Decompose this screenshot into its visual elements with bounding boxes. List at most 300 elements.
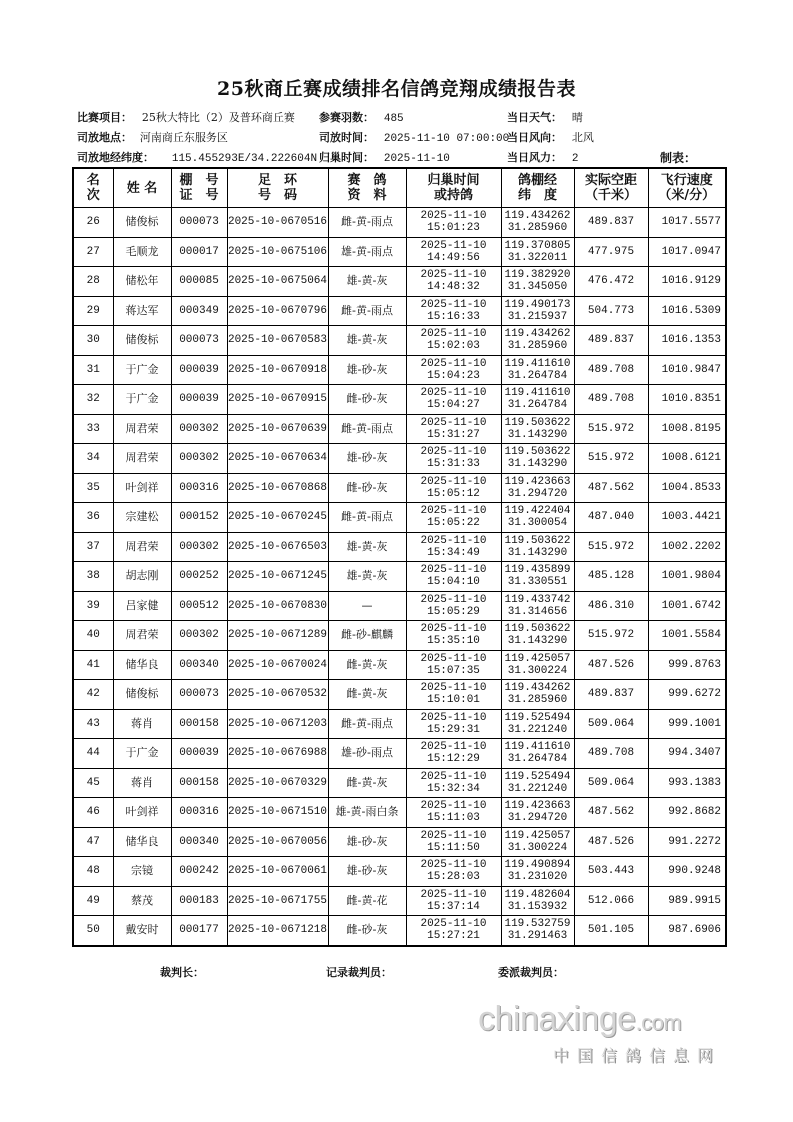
pigeon-info-cell: 雌-砂-灰: [328, 473, 406, 503]
return-time-cell-time: 15:34:49: [427, 546, 480, 559]
ring-cell: 2025-10-0675064: [227, 267, 328, 297]
header-loft-line: 棚 号: [179, 173, 219, 188]
ring-cell: 2025-10-0671203: [227, 709, 328, 739]
speed-cell: 999.6272: [648, 680, 726, 710]
speed-cell: 1017.0947: [648, 237, 726, 267]
pigeon-info-cell: 雄-砂-灰: [328, 444, 406, 474]
coord-cell-lon: 119.425057: [504, 829, 571, 842]
distance-cell: 509.064: [574, 768, 648, 798]
rank-cell: 40: [73, 621, 113, 651]
speed-cell: 990.9248: [648, 857, 726, 887]
coord-cell-lon: 119.503622: [504, 446, 571, 459]
return-time-cell-date: 2025-11-10: [420, 446, 487, 459]
ring-cell: 2025-10-0670061: [227, 857, 328, 887]
wind-direction-value: 北风: [571, 131, 594, 144]
distance-cell: 487.040: [574, 503, 648, 533]
name-cell: 蒋肖: [113, 709, 171, 739]
distance-cell: 515.972: [574, 532, 648, 562]
return-time-cell: [406, 709, 501, 739]
return-time-cell: [406, 503, 501, 533]
return-time-cell-time: 15:12:29: [427, 753, 480, 766]
loft-cell: 000512: [171, 591, 227, 621]
coord-cell-lat: 31.285960: [507, 222, 568, 235]
ring-cell: 2025-10-0670868: [227, 473, 328, 503]
loft-cell: 000158: [171, 709, 227, 739]
name-cell: 宗镜: [113, 857, 171, 887]
name-cell: 蔡茂: [113, 886, 171, 916]
return-time-cell-time: 15:01:23: [427, 222, 480, 235]
distance-cell: 487.526: [574, 650, 648, 680]
table-row: [73, 532, 726, 562]
loft-cell: 000252: [171, 562, 227, 592]
coord-cell-lat: 31.294720: [507, 487, 568, 500]
race-value: 25秋大特比（2）及普环商丘赛: [141, 111, 295, 124]
rank-cell: 41: [73, 650, 113, 680]
pigeon-info-cell: 雌-黄-雨点: [328, 296, 406, 326]
header-info: [328, 168, 406, 208]
rank-cell: 27: [73, 237, 113, 267]
coord-cell: [501, 650, 574, 680]
coord-cell: [501, 414, 574, 444]
wind-direction-label: 当日风向：: [507, 131, 562, 144]
pigeon-info-cell: 雌-黄-雨点: [328, 414, 406, 444]
distance-cell: 487.526: [574, 827, 648, 857]
rank-cell: 29: [73, 296, 113, 326]
coord-cell-lat: 31.215937: [507, 310, 568, 323]
loft-cell: 000316: [171, 473, 227, 503]
table-row: [73, 208, 726, 238]
rank-cell: 45: [73, 768, 113, 798]
release-coord-value: 115.455293E/34.222604N: [171, 153, 318, 165]
speed-cell: 987.6906: [648, 916, 726, 946]
meta-release-coord: [77, 149, 317, 165]
return-time-cell-time: 15:16:33: [427, 310, 480, 323]
ring-cell: 2025-10-0670329: [227, 768, 328, 798]
return-time-cell-date: 2025-11-10: [420, 623, 487, 636]
rank-cell: 42: [73, 680, 113, 710]
distance-cell: 487.562: [574, 798, 648, 828]
return-time-cell-date: 2025-11-10: [420, 387, 487, 400]
meta-wind-direction: [507, 129, 594, 145]
coord-cell-lat: 31.294720: [507, 812, 568, 825]
distance-cell: 487.562: [574, 473, 648, 503]
meta-release-time: [319, 129, 509, 145]
rank-cell: 31: [73, 355, 113, 385]
table-row: [73, 591, 726, 621]
speed-cell: 1008.8195: [648, 414, 726, 444]
coord-cell-lat: 31.231020: [507, 871, 568, 884]
rank-cell: 34: [73, 444, 113, 474]
rank-cell: 30: [73, 326, 113, 356]
return-time-cell-date: 2025-11-10: [420, 564, 487, 577]
coord-cell: [501, 296, 574, 326]
pigeon-info-cell: 雄-砂-雨点: [328, 739, 406, 769]
distance-cell: 501.105: [574, 916, 648, 946]
header-rank: [73, 168, 113, 208]
pigeon-info-cell: 雄-黄-灰: [328, 532, 406, 562]
return-time-cell-date: 2025-11-10: [420, 918, 487, 931]
return-time-cell-time: 15:11:03: [427, 812, 480, 825]
rank-cell: 50: [73, 916, 113, 946]
pigeon-info-cell: 雌-黄-灰: [328, 650, 406, 680]
ring-cell: 2025-10-0670634: [227, 444, 328, 474]
ring-cell: 2025-10-0671218: [227, 916, 328, 946]
speed-cell: 1004.8533: [648, 473, 726, 503]
coord-cell: [501, 709, 574, 739]
meta-weather: [507, 109, 583, 125]
return-time-cell: [406, 385, 501, 415]
coord-cell-lat: 31.143290: [507, 635, 568, 648]
return-time-cell: [406, 414, 501, 444]
return-time-cell: [406, 650, 501, 680]
return-time-cell-time: 15:31:33: [427, 458, 480, 471]
return-time-cell-time: 15:04:23: [427, 369, 480, 382]
coord-cell-lat: 31.300054: [507, 517, 568, 530]
ring-cell: 2025-10-0671510: [227, 798, 328, 828]
return-time-cell-time: 15:37:14: [427, 900, 480, 913]
return-time-cell-time: 15:28:03: [427, 871, 480, 884]
header-ring: [227, 168, 328, 208]
return-time-cell-time: 15:05:22: [427, 517, 480, 530]
name-cell: 戴安时: [113, 916, 171, 946]
coord-cell-lon: 119.411610: [504, 741, 571, 754]
loft-cell: 000073: [171, 208, 227, 238]
loft-cell: 000316: [171, 798, 227, 828]
header-return-line: 归巢时间: [427, 173, 480, 188]
return-time-cell: [406, 768, 501, 798]
table-row: [73, 680, 726, 710]
name-cell: 储俊标: [113, 680, 171, 710]
coord-cell-lat: 31.264784: [507, 753, 568, 766]
distance-cell: 476.472: [574, 267, 648, 297]
name-cell: 蒋达军: [113, 296, 171, 326]
distance-cell: 489.837: [574, 208, 648, 238]
rank-cell: 39: [73, 591, 113, 621]
ring-cell: 2025-10-0676988: [227, 739, 328, 769]
name-cell: 周君荣: [113, 444, 171, 474]
pigeon-info-cell: 雌-黄-雨点: [328, 709, 406, 739]
ring-cell: 2025-10-0671289: [227, 621, 328, 651]
header-ring-line: 号 码: [257, 188, 297, 203]
pigeon-info-cell: 雄-黄-雨白条: [328, 798, 406, 828]
name-cell: 储华良: [113, 650, 171, 680]
pigeon-info-cell: —: [328, 591, 406, 621]
ring-cell: 2025-10-0675106: [227, 237, 328, 267]
speed-cell: 1010.8351: [648, 385, 726, 415]
entries-value: 485: [383, 113, 404, 125]
header-coord-line: 鸽棚经: [517, 173, 557, 188]
speed-cell: 999.1001: [648, 709, 726, 739]
name-cell: 于广金: [113, 355, 171, 385]
coord-cell-lon: 119.490173: [504, 298, 571, 311]
maker-label: 制表：: [660, 151, 697, 165]
coord-cell: [501, 768, 574, 798]
pigeon-info-cell: 雌-砂-麒麟: [328, 621, 406, 651]
pigeon-info-cell: 雌-黄-花: [328, 886, 406, 916]
ring-cell: 2025-10-0670024: [227, 650, 328, 680]
speed-cell: 1016.9129: [648, 267, 726, 297]
distance-cell: 509.064: [574, 709, 648, 739]
loft-cell: 000349: [171, 296, 227, 326]
return-time-cell-date: 2025-11-10: [420, 859, 487, 872]
name-cell: 储俊标: [113, 326, 171, 356]
coord-cell-lon: 119.525494: [504, 770, 571, 783]
release-coord-label: 司放地经纬度：: [77, 151, 154, 164]
table-row: [73, 798, 726, 828]
table-header-row: [73, 168, 726, 208]
return-time-cell: [406, 562, 501, 592]
assigned-judge-label: 委派裁判员：: [498, 966, 564, 979]
coord-cell-lon: 119.411610: [504, 357, 571, 370]
rank-cell: 46: [73, 798, 113, 828]
table-row: [73, 473, 726, 503]
name-cell: 胡志刚: [113, 562, 171, 592]
coord-cell-lat: 31.285960: [507, 694, 568, 707]
coord-cell-lon: 119.525494: [504, 711, 571, 724]
coord-cell-lat: 31.264784: [507, 399, 568, 412]
coord-cell-lat: 31.314656: [507, 605, 568, 618]
coord-cell-lon: 119.434262: [504, 328, 571, 341]
table-row: [73, 326, 726, 356]
ring-cell: 2025-10-0676503: [227, 532, 328, 562]
table-row: [73, 355, 726, 385]
rank-cell: 44: [73, 739, 113, 769]
return-time-cell-time: 14:49:56: [427, 251, 480, 264]
loft-cell: 000302: [171, 444, 227, 474]
coord-cell: [501, 532, 574, 562]
results-table: [72, 167, 727, 947]
meta-entries: [319, 109, 404, 125]
loft-cell: 000039: [171, 385, 227, 415]
pigeon-info-cell: 雌-黄-雨点: [328, 503, 406, 533]
table-row: [73, 444, 726, 474]
return-time-cell-date: 2025-11-10: [420, 652, 487, 665]
return-time-cell: [406, 473, 501, 503]
coord-cell-lon: 119.433742: [504, 593, 571, 606]
return-time-cell-time: 15:05:29: [427, 605, 480, 618]
meta-release-place: [77, 129, 228, 145]
distance-cell: 503.443: [574, 857, 648, 887]
coord-cell: [501, 621, 574, 651]
name-cell: 储华良: [113, 827, 171, 857]
return-time-cell: [406, 886, 501, 916]
pigeon-info-cell: 雌-黄-灰: [328, 680, 406, 710]
coord-cell: [501, 916, 574, 946]
wind-force-label: 当日风力：: [507, 151, 562, 164]
loft-cell: 000073: [171, 680, 227, 710]
wind-force-value: 2: [571, 153, 579, 165]
rank-cell: 47: [73, 827, 113, 857]
pigeon-info-cell: 雄-砂-灰: [328, 857, 406, 887]
return-time-cell-time: 15:32:34: [427, 782, 480, 795]
return-time-cell-date: 2025-11-10: [420, 328, 487, 341]
coord-cell-lon: 119.370805: [504, 239, 571, 252]
coord-cell: [501, 267, 574, 297]
header-rank-line: 次: [86, 188, 100, 203]
meta-race: [77, 109, 295, 125]
pigeon-info-cell: 雄-黄-灰: [328, 562, 406, 592]
rank-cell: 43: [73, 709, 113, 739]
table-row: [73, 237, 726, 267]
return-time-value: 2025-11-10: [383, 153, 450, 165]
distance-cell: 489.837: [574, 326, 648, 356]
rank-cell: 28: [73, 267, 113, 297]
distance-cell: 489.837: [574, 680, 648, 710]
return-time-cell-date: 2025-11-10: [420, 593, 487, 606]
name-cell: 蒋肖: [113, 768, 171, 798]
speed-cell: 1010.9847: [648, 355, 726, 385]
rank-cell: 36: [73, 503, 113, 533]
meta-return-time: [319, 149, 450, 165]
table-row: [73, 739, 726, 769]
table-row: [73, 267, 726, 297]
return-time-cell-date: 2025-11-10: [420, 505, 487, 518]
return-time-cell-date: 2025-11-10: [420, 475, 487, 488]
coord-cell: [501, 208, 574, 238]
return-time-cell-time: 15:27:21: [427, 930, 480, 943]
name-cell: 毛顺龙: [113, 237, 171, 267]
coord-cell: [501, 562, 574, 592]
return-time-cell: [406, 326, 501, 356]
header-return-line: 或持鸽: [433, 188, 473, 203]
pigeon-info-cell: 雌-黄-雨点: [328, 208, 406, 238]
return-time-cell-date: 2025-11-10: [420, 534, 487, 547]
name-cell: 宗建松: [113, 503, 171, 533]
speed-cell: 1002.2202: [648, 532, 726, 562]
return-time-cell-time: 15:07:35: [427, 664, 480, 677]
rank-cell: 32: [73, 385, 113, 415]
ring-cell: 2025-10-0670918: [227, 355, 328, 385]
header-name: [113, 168, 171, 208]
name-cell: 储松年: [113, 267, 171, 297]
watermark-domain: [478, 1000, 681, 1039]
header-distance: [574, 168, 648, 208]
speed-cell: 1001.9804: [648, 562, 726, 592]
coord-cell-lon: 119.423663: [504, 475, 571, 488]
return-time-cell-date: 2025-11-10: [420, 800, 487, 813]
return-time-cell: [406, 355, 501, 385]
pigeon-info-cell: 雄-砂-灰: [328, 355, 406, 385]
table-row: [73, 562, 726, 592]
loft-cell: 000183: [171, 886, 227, 916]
return-time-cell-time: 15:31:27: [427, 428, 480, 441]
return-time-cell-date: 2025-11-10: [420, 829, 487, 842]
table-row: [73, 827, 726, 857]
header-speed-line: 飞行速度: [660, 173, 713, 188]
loft-cell: 000340: [171, 650, 227, 680]
coord-cell-lat: 31.291463: [507, 930, 568, 943]
chief-judge-label: 裁判长：: [160, 966, 204, 979]
speed-cell: 991.2272: [648, 827, 726, 857]
coord-cell-lat: 31.153932: [507, 900, 568, 913]
return-time-cell: [406, 267, 501, 297]
watermark-site-name: 中国信鸽信息网: [553, 1046, 722, 1065]
coord-cell: [501, 857, 574, 887]
header-loft-line: 证 号: [179, 188, 219, 203]
coord-cell-lon: 119.434262: [504, 682, 571, 695]
return-time-cell: [406, 827, 501, 857]
return-time-cell-date: 2025-11-10: [420, 741, 487, 754]
header-loft: [171, 168, 227, 208]
loft-cell: 000085: [171, 267, 227, 297]
loft-cell: 000302: [171, 621, 227, 651]
speed-cell: 993.1383: [648, 768, 726, 798]
header-speed-line: （米/分）: [658, 188, 716, 203]
loft-cell: 000152: [171, 503, 227, 533]
header-distance-line: （千米）: [584, 188, 637, 203]
loft-cell: 000340: [171, 827, 227, 857]
ring-cell: 2025-10-0670639: [227, 414, 328, 444]
coord-cell-lon: 119.490894: [504, 859, 571, 872]
speed-cell: 1003.4421: [648, 503, 726, 533]
coord-cell-lon: 119.503622: [504, 623, 571, 636]
distance-cell: 486.310: [574, 591, 648, 621]
distance-cell: 504.773: [574, 296, 648, 326]
return-time-cell-date: 2025-11-10: [420, 416, 487, 429]
return-time-cell: [406, 739, 501, 769]
coord-cell: [501, 385, 574, 415]
name-cell: 吕家健: [113, 591, 171, 621]
pigeon-info-cell: 雄-黄-雨点: [328, 237, 406, 267]
coord-cell-lat: 31.143290: [507, 546, 568, 559]
header-info-line: 赛 鸽: [347, 173, 387, 188]
ring-cell: 2025-10-0670516: [227, 208, 328, 238]
coord-cell-lon: 119.423663: [504, 800, 571, 813]
return-time-cell: [406, 621, 501, 651]
table-row: [73, 385, 726, 415]
return-time-cell-date: 2025-11-10: [420, 298, 487, 311]
speed-cell: 1008.6121: [648, 444, 726, 474]
distance-cell: 515.972: [574, 414, 648, 444]
header-distance-line: 实际空距: [584, 173, 637, 188]
table-body: [73, 208, 726, 946]
table-row: [73, 414, 726, 444]
return-time-cell-time: 15:35:10: [427, 635, 480, 648]
return-time-cell-date: 2025-11-10: [420, 239, 487, 252]
release-place-label: 司放地点：: [77, 131, 132, 144]
coord-cell-lon: 119.503622: [504, 534, 571, 547]
distance-cell: 512.066: [574, 886, 648, 916]
name-cell: 于广金: [113, 739, 171, 769]
return-time-cell-date: 2025-11-10: [420, 682, 487, 695]
distance-cell: 489.708: [574, 355, 648, 385]
speed-cell: 989.9915: [648, 886, 726, 916]
coord-cell-lon: 119.422404: [504, 505, 571, 518]
return-time-cell-time: 15:04:10: [427, 576, 480, 589]
return-time-cell-date: 2025-11-10: [420, 210, 487, 223]
return-time-label: 归巢时间：: [319, 151, 374, 164]
coord-cell: [501, 827, 574, 857]
name-cell: 周君荣: [113, 414, 171, 444]
return-time-cell-time: 15:10:01: [427, 694, 480, 707]
header-rank-line: 名: [86, 173, 100, 188]
rank-cell: 49: [73, 886, 113, 916]
coord-cell-lon: 119.434262: [504, 210, 571, 223]
release-place-value: 河南商丘东服务区: [139, 131, 228, 144]
name-cell: 于广金: [113, 385, 171, 415]
recording-judge-label: 记录裁判员：: [326, 966, 392, 979]
rank-cell: 38: [73, 562, 113, 592]
coord-cell-lon: 119.532759: [504, 918, 571, 931]
return-time-cell: [406, 444, 501, 474]
return-time-cell: [406, 798, 501, 828]
return-time-cell-time: 15:04:27: [427, 399, 480, 412]
pigeon-info-cell: 雄-黄-灰: [328, 326, 406, 356]
coord-cell-lat: 31.221240: [507, 782, 568, 795]
rank-cell: 33: [73, 414, 113, 444]
return-time-cell-date: 2025-11-10: [420, 357, 487, 370]
release-time-label: 司放时间：: [319, 131, 374, 144]
